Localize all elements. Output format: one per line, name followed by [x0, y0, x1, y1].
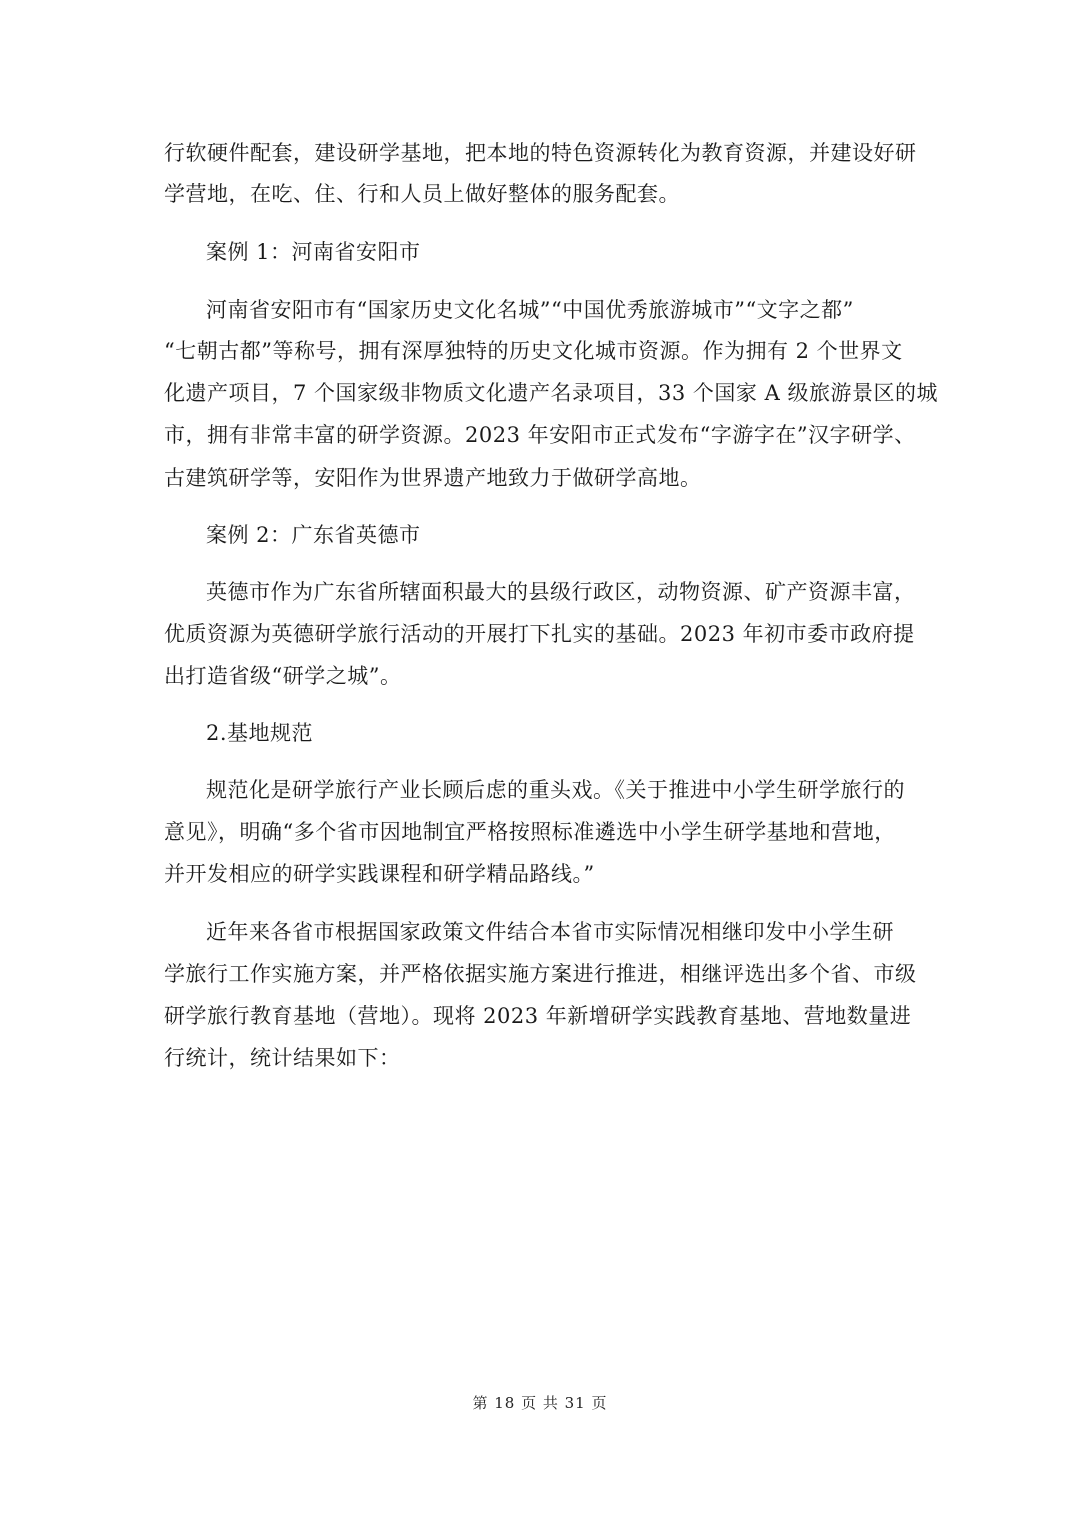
paragraph-line: 河南省安阳市有“国家历史文化名城”“中国优秀旅游城市”“文字之都”: [206, 298, 854, 322]
paragraph-line: 英德市作为广东省所辖面积最大的县级行政区，动物资源、矿产资源丰富，: [206, 580, 916, 604]
case-heading-1: 案例 1：河南省安阳市: [206, 240, 421, 264]
paragraph-line: 近年来各省市根据国家政策文件结合本省市实际情况相继印发中小学生研: [206, 920, 894, 944]
paragraph-line: 化遗产项目，7 个国家级非物质文化遗产名录项目，33 个国家 A 级旅游景区的城: [164, 381, 938, 405]
paragraph-line: 学营地，在吃、住、行和人员上做好整体的服务配套。: [164, 182, 680, 206]
page-number-footer: 第 18 页 共 31 页: [472, 1394, 608, 1412]
paragraph-line: 并开发相应的研学实践课程和研学精品路线。”: [164, 862, 595, 886]
paragraph-line: 意见》，明确“多个省市因地制宜严格按照标准遴选中小学生研学基地和营地，: [164, 820, 896, 844]
paragraph-line: 出打造省级“研学之城”。: [164, 664, 402, 688]
case-heading-2: 案例 2：广东省英德市: [206, 523, 421, 547]
paragraph-line: 市，拥有非常丰富的研学资源。2023 年安阳市正式发布“字游字在”汉字研学、: [164, 423, 916, 447]
paragraph-line: 规范化是研学旅行产业长顾后虑的重头戏。《关于推进中小学生研学旅行的: [206, 778, 905, 802]
paragraph-line: “七朝古都”等称号，拥有深厚独特的历史文化城市资源。作为拥有 2 个世界文: [164, 339, 903, 363]
paragraph-line: 行统计，统计结果如下：: [164, 1046, 401, 1070]
paragraph-line: 优质资源为英德研学旅行活动的开展打下扎实的基础。2023 年初市委市政府提: [164, 622, 915, 646]
paragraph-line: 古建筑研学等，安阳作为世界遗产地致力于做研学高地。: [164, 466, 702, 490]
section-heading: 2.基地规范: [206, 721, 314, 745]
paragraph-line: 学旅行工作实施方案，并严格依据实施方案进行推进，相继评选出多个省、市级: [164, 962, 917, 986]
paragraph-line: 行软硬件配套，建设研学基地，把本地的特色资源转化为教育资源，并建设好研: [164, 141, 917, 165]
paragraph-line: 研学旅行教育基地（营地）。现将 2023 年新增研学实践教育基地、营地数量进: [164, 1004, 912, 1028]
